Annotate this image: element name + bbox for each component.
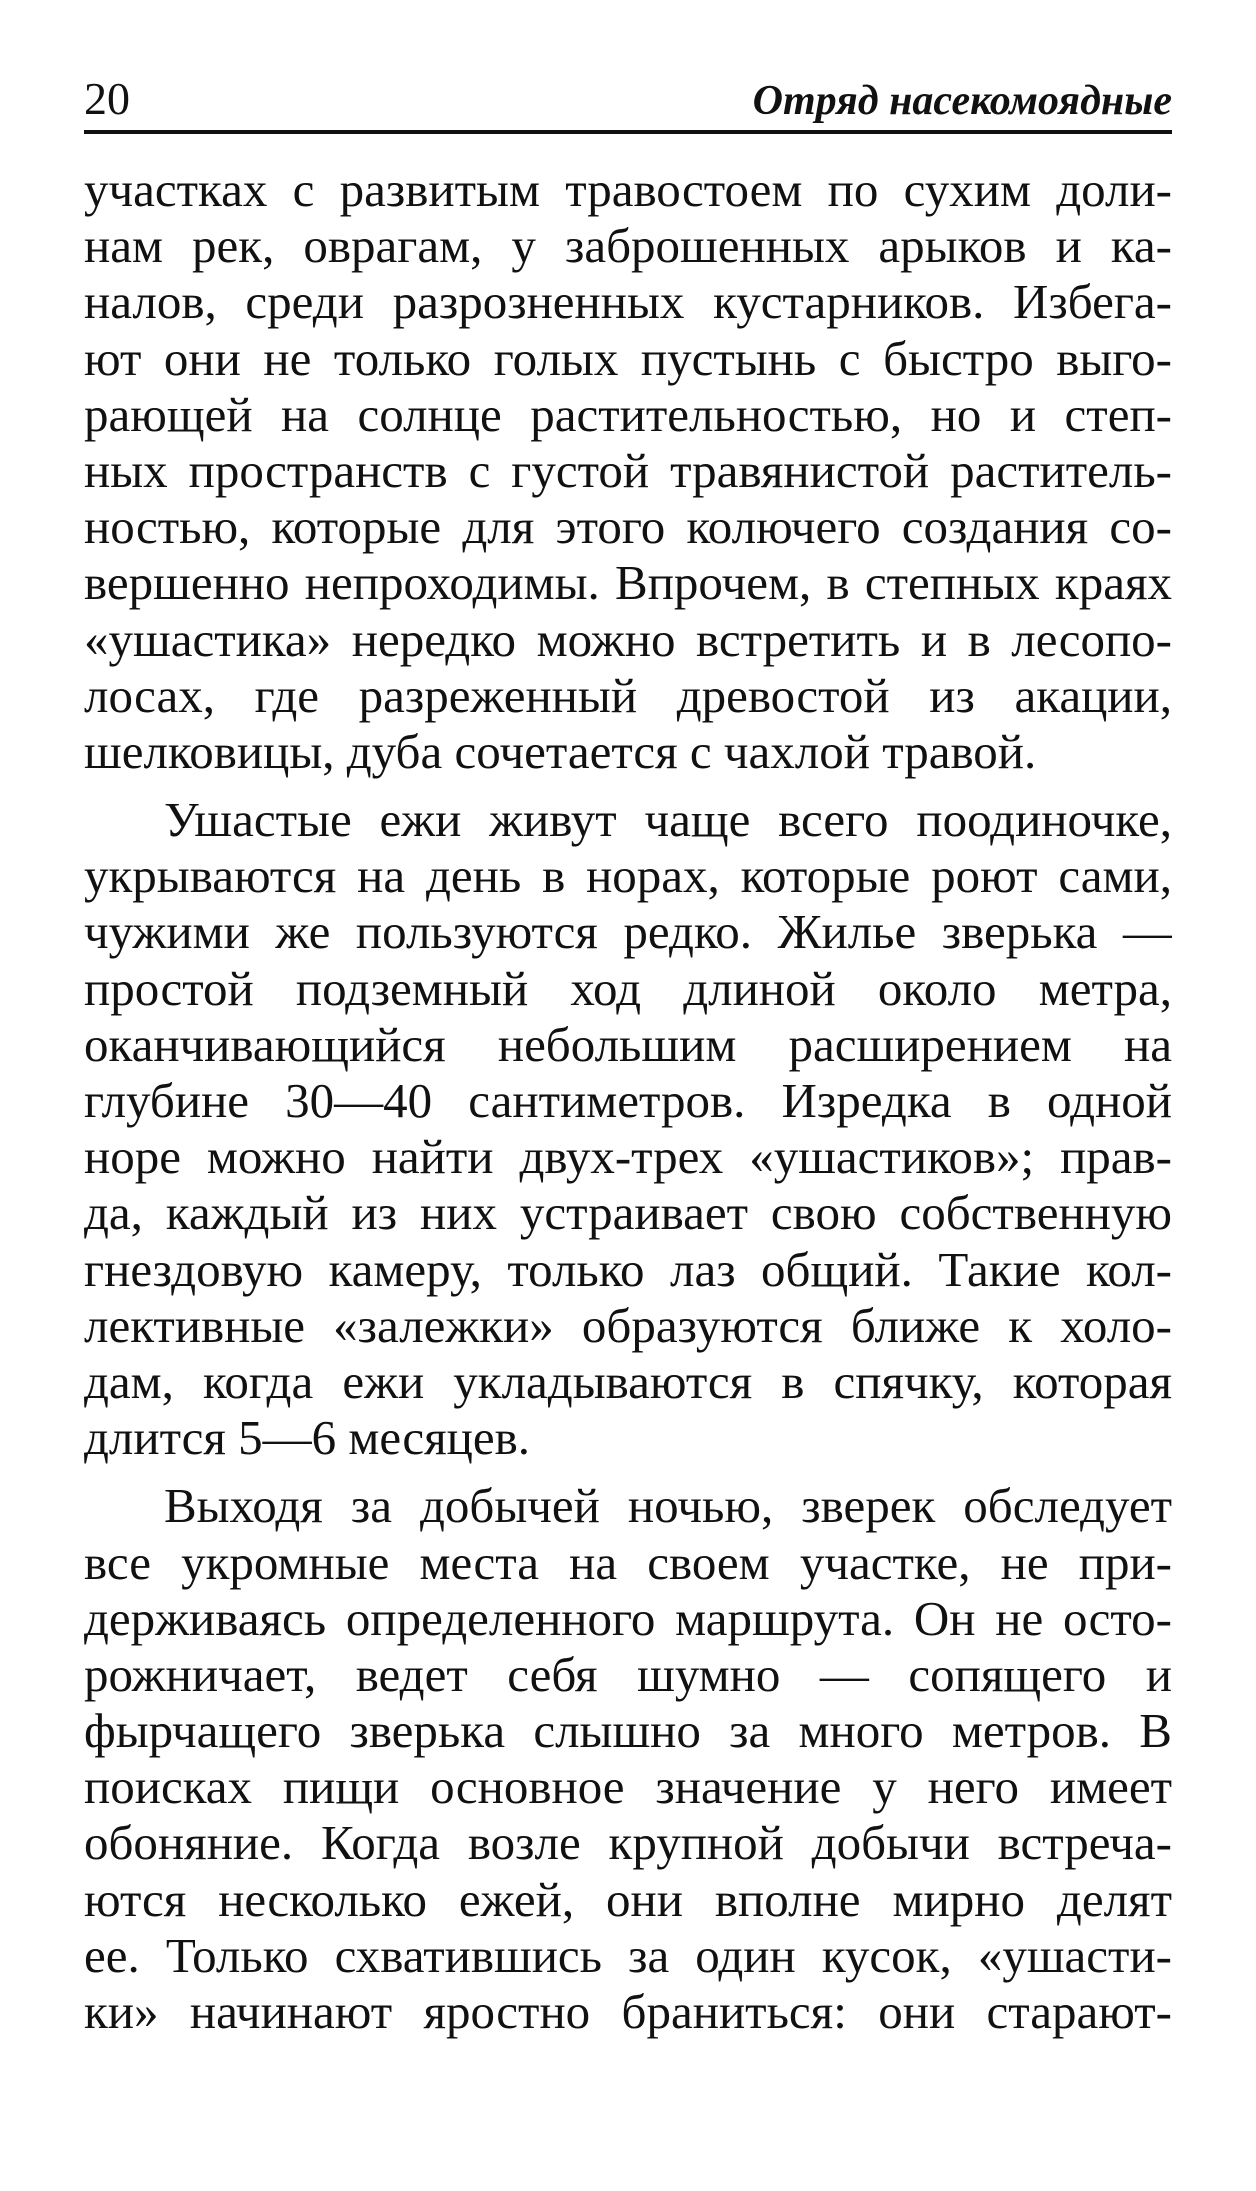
paragraph-gap [84,1466,1172,1478]
text-line: лективные «залежки» образуются ближе к холо- [84,1297,1172,1353]
text-line: нам рек, оврагам, у заброшенных арыков и ка- [84,218,1172,274]
text-line: ются несколько ежей, они вполне мирно делят [84,1871,1172,1927]
text-line: простой подземный ход длиной около метра, [84,960,1172,1016]
text-line: шелковицы, дуба сочетается с чахлой травой. [84,723,1037,779]
body-text [84,162,1172,2040]
text-line: рающей на солнце растительностью, но и степ- [84,386,1172,442]
paragraph-gap [84,780,1172,792]
text-line: налов, среди разрозненных кустарников. Избега- [84,274,1172,330]
text-line: ностью, которые для этого колючего создания со- [84,499,1172,555]
text-line: укрываются на день в норах, которые роют сами, [84,848,1172,904]
page-number: 20 [84,73,130,124]
text-line: ных пространств с густой травянистой раститель- [84,442,1172,498]
text-line: длится 5—6 месяцев. [84,1410,531,1466]
text-line: глубине 30—40 сантиметров. Изредка в одной [84,1073,1172,1128]
paragraph [84,792,1172,1466]
paragraph [84,162,1172,780]
text-line: ее. Только схватившись за один кусок, «ушасти- [84,1927,1172,1983]
text-line: дам, когда ежи укладываются в спячку, которая [84,1353,1172,1409]
text-line: оканчивающийся небольшим расширением на [84,1016,1172,1072]
text-line: фырчащего зверька слышно за много метров. В [84,1703,1172,1759]
text-line: рожничает, ведет себя шумно — сопящего и [84,1646,1172,1702]
text-line: ки» начинают яростно браниться: они старают- [84,1984,1172,2039]
text-line: все укромные места на своем участке, не при- [84,1534,1172,1590]
text-line: Ушастые ежи живут чаще всего поодиночке, [164,792,1172,848]
running-header [84,60,1172,134]
text-line: участках с развитым травостоем по сухим доли- [84,162,1172,217]
paragraph [84,1478,1172,2040]
text-line: лосах, где разреженный древостой из акации, [84,667,1172,723]
text-line: гнездовую камеру, только лаз общий. Такие кол- [84,1241,1172,1297]
text-line: обоняние. Когда возле крупной добычи встреча- [84,1815,1172,1871]
text-line: вершенно непроходимы. Впрочем, в степных краях [84,555,1172,611]
text-line: поисках пищи основное значение у него имеет [84,1759,1172,1815]
text-line: да, каждый из них устраивает свою собственную [84,1185,1172,1241]
text-line: ют они не только голых пустынь с быстро выго- [84,330,1172,386]
book-page [84,60,1172,2040]
text-line: «ушастика» нередко можно встретить и в лесопо- [84,611,1172,667]
text-line: норе можно найти двух-трех «ушастиков»; прав- [84,1129,1172,1185]
text-line: чужими же пользуются редко. Жилье зверька — [84,904,1172,960]
text-line: Выходя за добычей ночью, зверек обследует [164,1478,1172,1534]
section-title: Отряд насекомоядные [752,78,1172,124]
text-line: держиваясь определенного маршрута. Он не осто- [84,1590,1172,1646]
